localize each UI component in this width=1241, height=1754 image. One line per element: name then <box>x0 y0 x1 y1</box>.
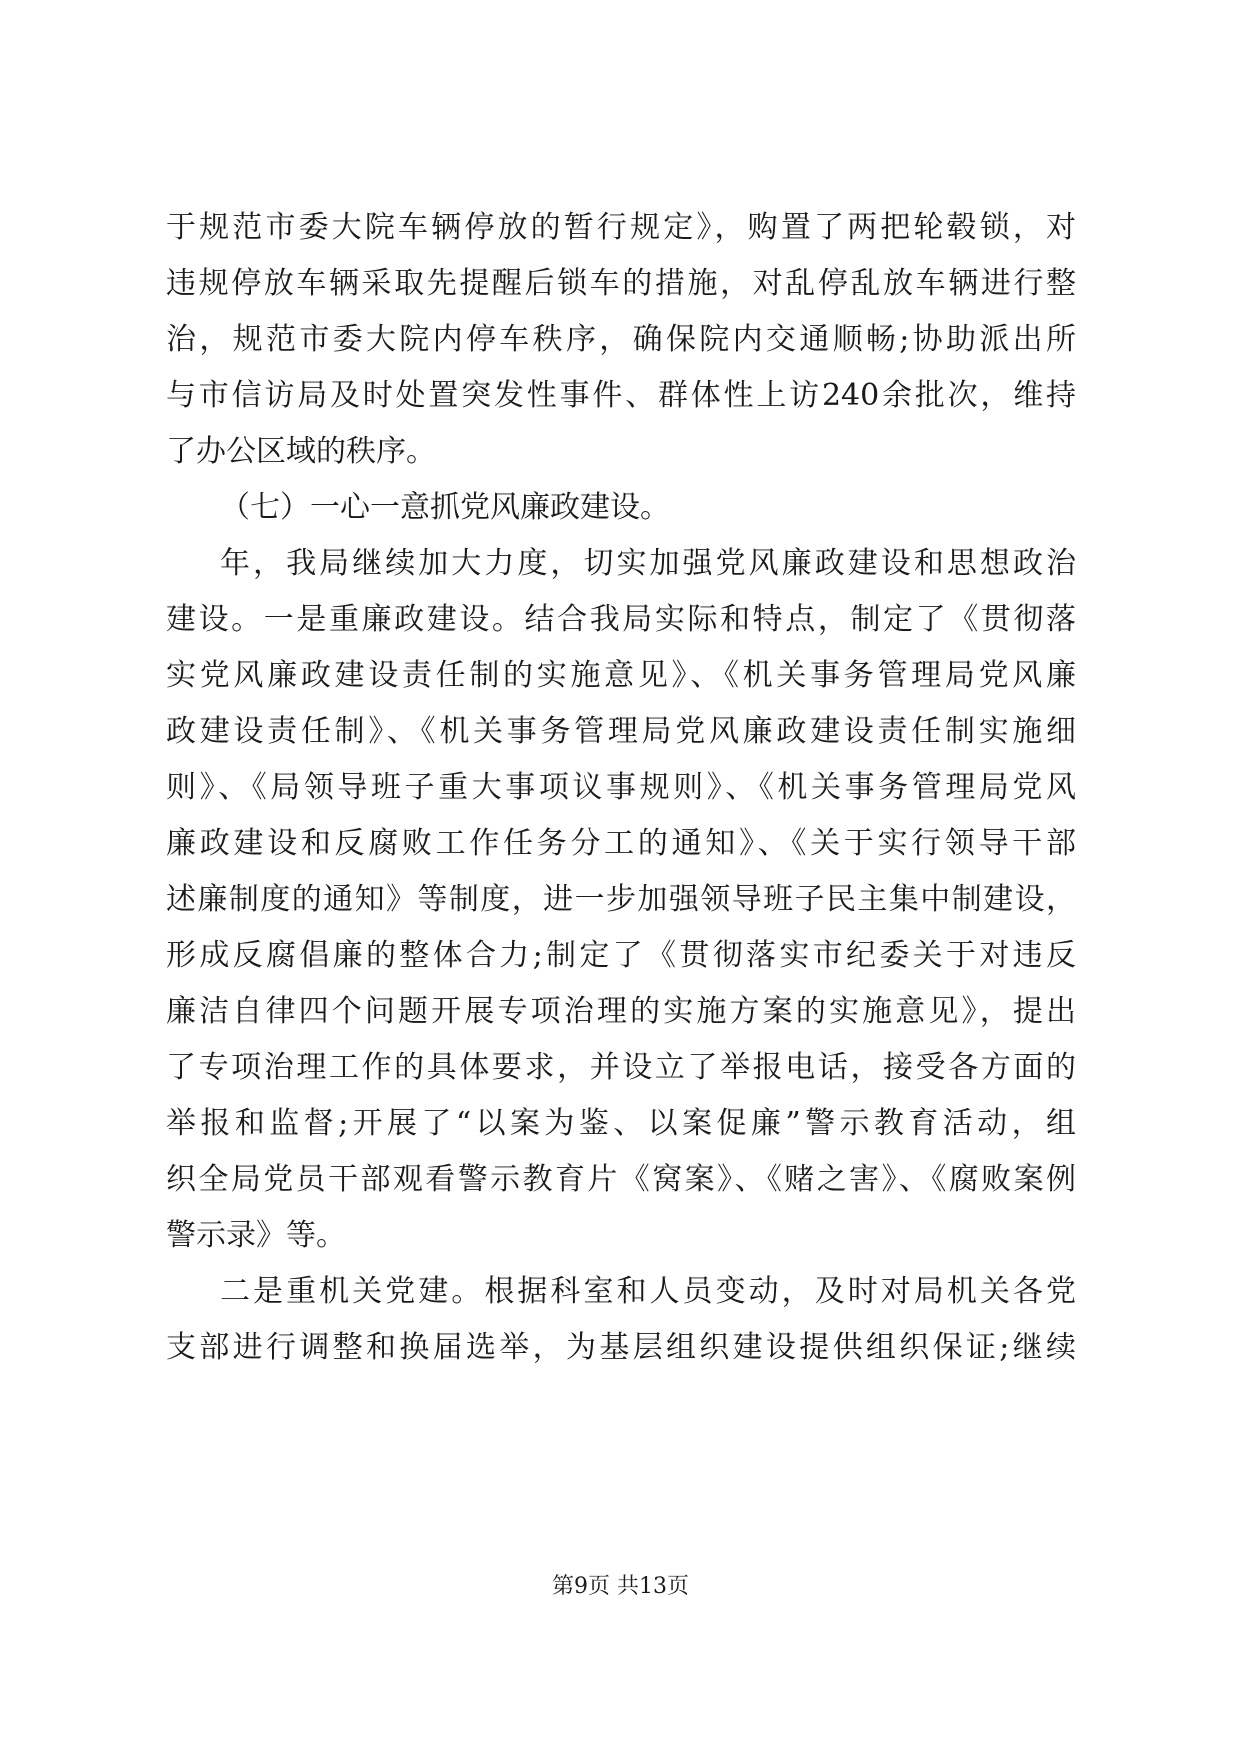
text-line: 则》、《局领导班子重大事项议事规则》、《机关事务管理局党风 <box>166 770 1076 805</box>
text-line: 了办公区域的秩序。 <box>166 434 436 469</box>
text-line: 警示录》等。 <box>166 1218 346 1253</box>
text-line: 述廉制度的通知》等制度，进一步加强领导班子民主集中制建设， <box>166 882 1076 917</box>
text-line: 廉政建设和反腐败工作任务分工的通知》、《关于实行领导干部 <box>166 826 1076 861</box>
text-line: 政建设责任制》、《机关事务管理局党风廉政建设责任制实施细 <box>166 714 1076 749</box>
text-line: 于规范市委大院车辆停放的暂行规定》，购置了两把轮毂锁，对 <box>166 210 1076 245</box>
paragraph-first-line: 年，我局继续加大力度，切实加强党风廉政建设和思想政治 <box>220 546 1076 581</box>
text-line: 支部进行调整和换届选举，为基层组织建设提供组织保证;继续 <box>166 1330 1076 1365</box>
text-line: 与市信访局及时处置突发性事件、群体性上访240余批次，维持 <box>166 378 1076 413</box>
page-number-footer: 第9页 共13页 <box>552 1574 689 1599</box>
text-line: 廉洁自律四个问题开展专项治理的实施方案的实施意见》，提出 <box>166 994 1076 1029</box>
text-line: 举报和监督;开展了“以案为鉴、以案促廉”警示教育活动，组 <box>166 1106 1076 1141</box>
text-line: 治，规范市委大院内停车秩序，确保院内交通顺畅;协助派出所 <box>166 322 1076 357</box>
text-line: 违规停放车辆采取先提醒后锁车的措施，对乱停乱放车辆进行整 <box>166 266 1076 301</box>
paragraph-first-line: 二是重机关党建。根据科室和人员变动，及时对局机关各党 <box>220 1274 1076 1309</box>
text-line: 实党风廉政建设责任制的实施意见》、《机关事务管理局党风廉 <box>166 658 1076 693</box>
text-line: 织全局党员干部观看警示教育片《窝案》、《赌之害》、《腐败案例 <box>166 1162 1076 1197</box>
text-line: 建设。一是重廉政建设。结合我局实际和特点，制定了《贯彻落 <box>166 602 1076 637</box>
text-line: 了专项治理工作的具体要求，并设立了举报电话，接受各方面的 <box>166 1050 1076 1085</box>
text-line: 形成反腐倡廉的整体合力;制定了《贯彻落实市纪委关于对违反 <box>166 938 1076 973</box>
section-heading: （七）一心一意抓党风廉政建设。 <box>220 490 670 525</box>
